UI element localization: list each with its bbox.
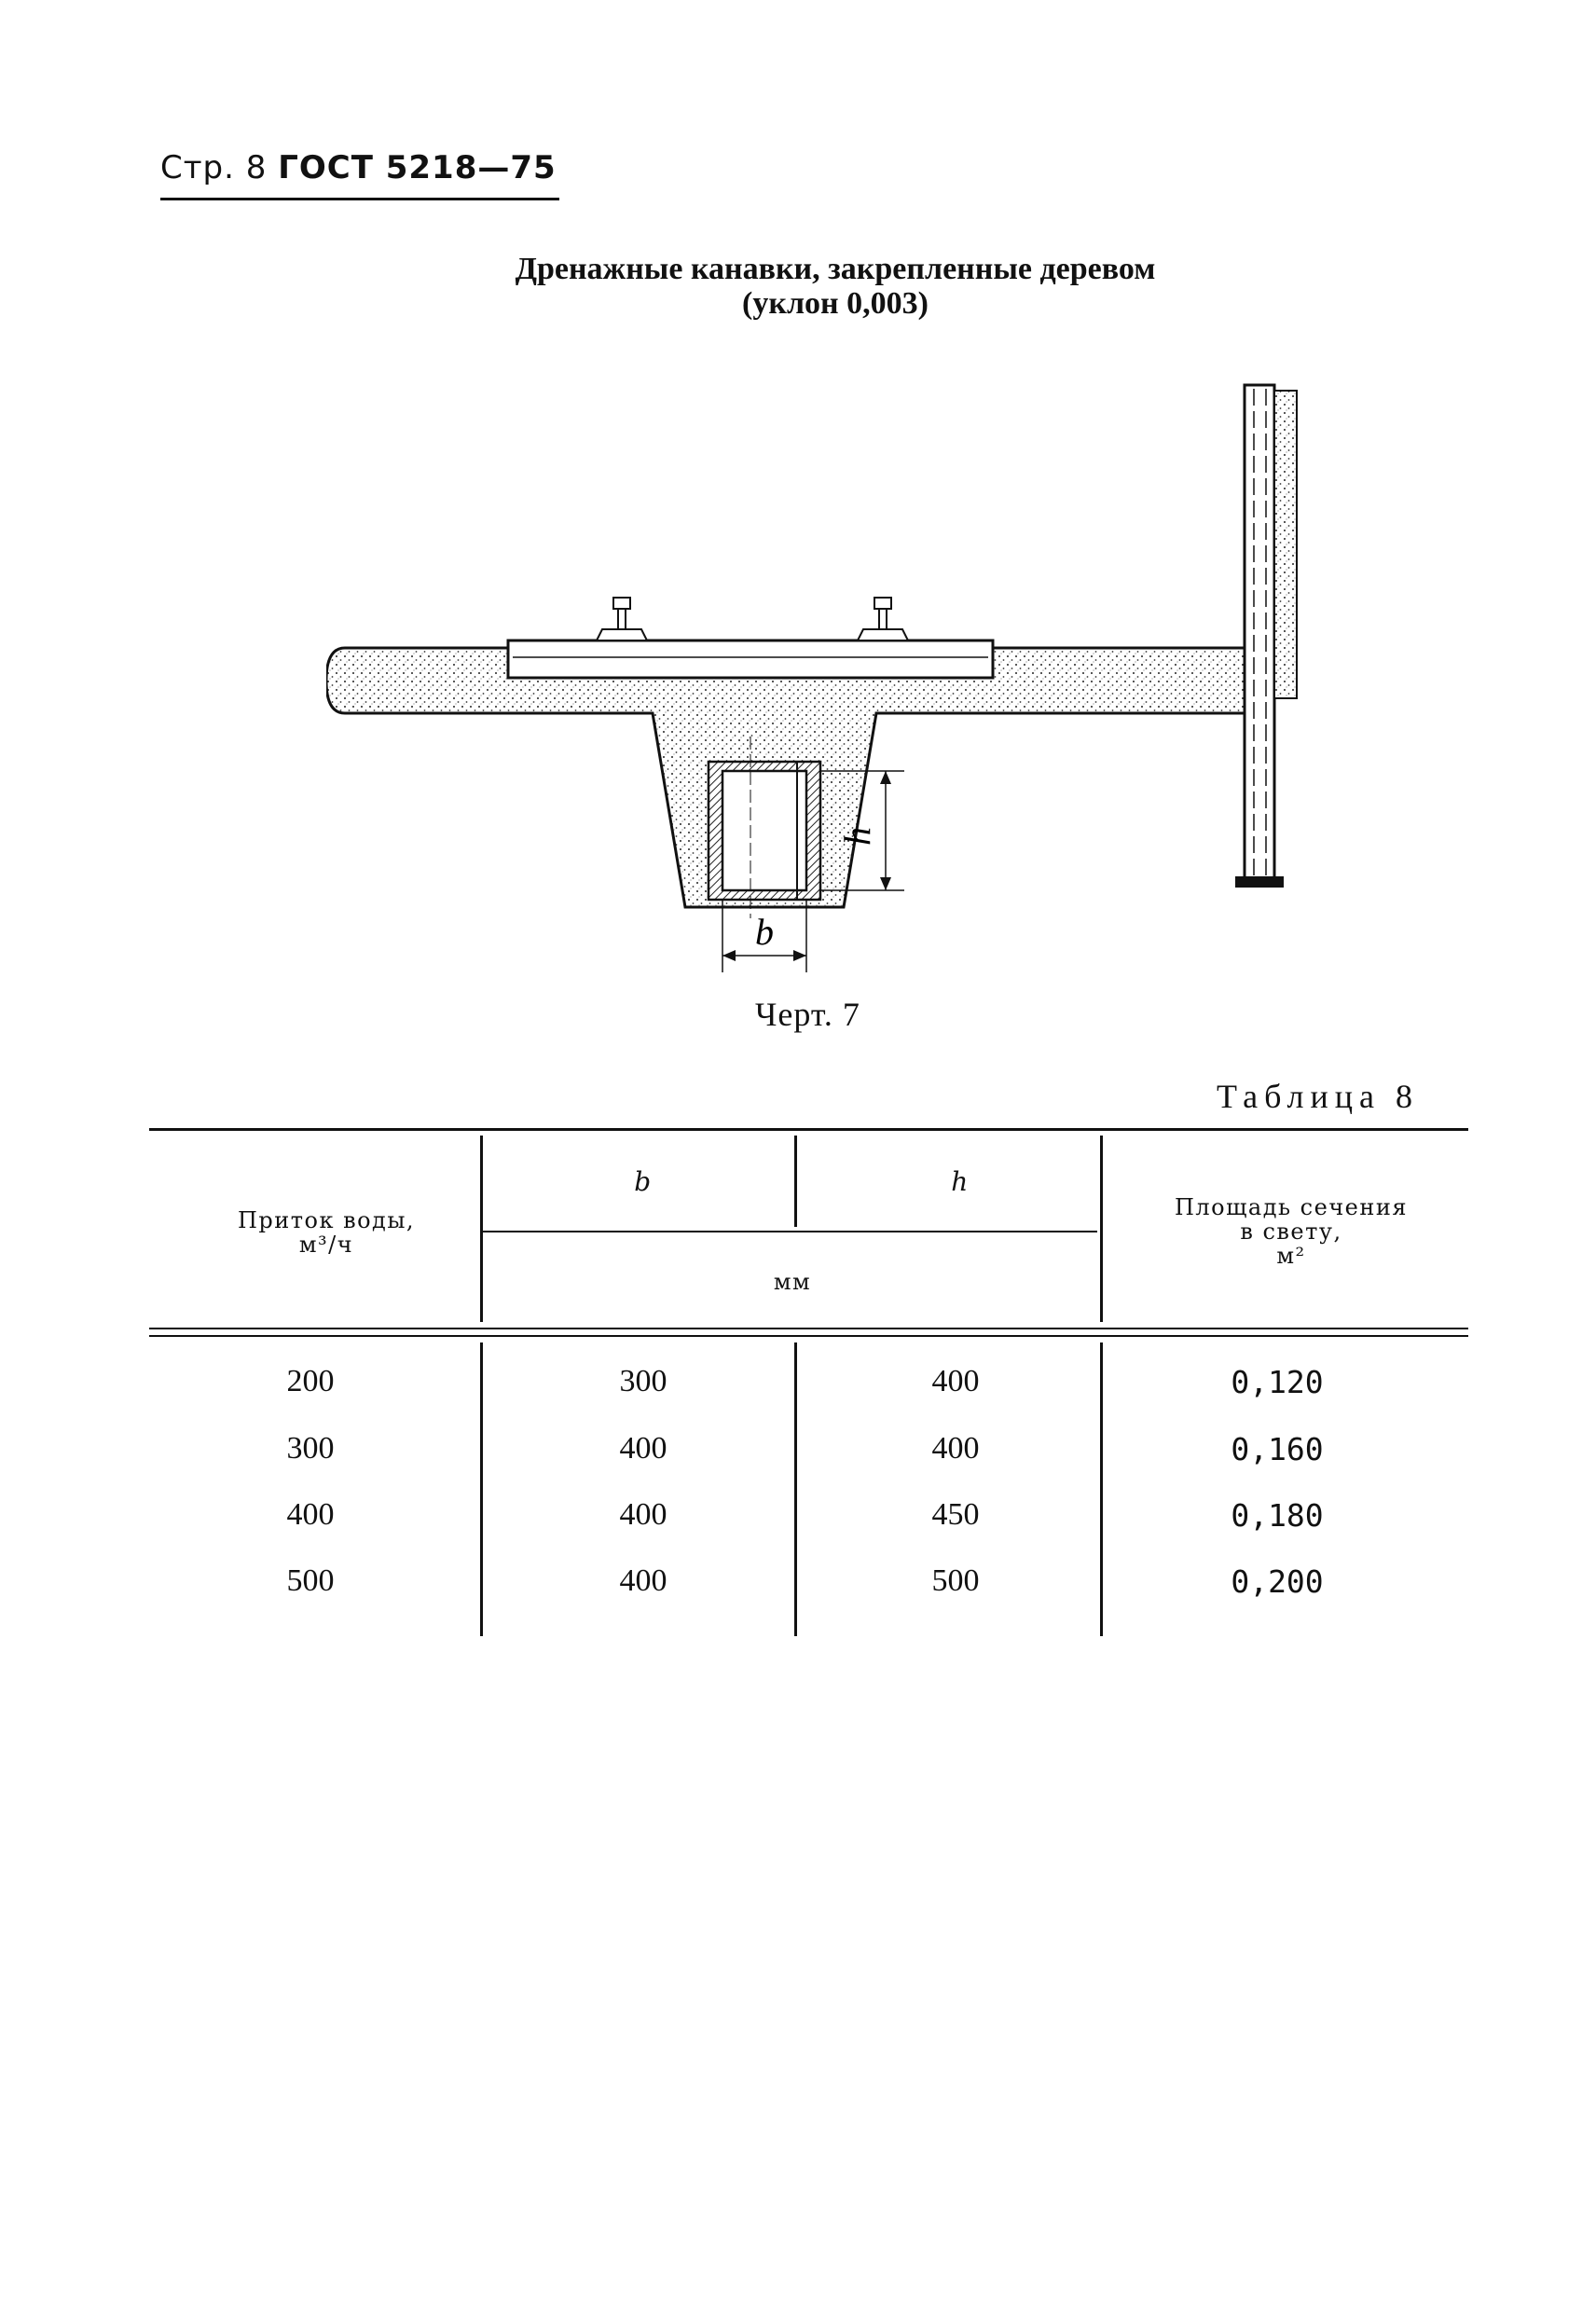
header-area <box>1114 1195 1468 1268</box>
table-cell-area: 0,120 <box>1231 1364 1324 1400</box>
table-cell-b: 300 <box>619 1364 667 1398</box>
wall-column <box>1245 385 1274 879</box>
table-label: Таблица 8 <box>1217 1078 1419 1115</box>
column-base <box>1235 876 1284 888</box>
body-divider-2 <box>794 1342 797 1636</box>
table-cell-h: 450 <box>931 1497 980 1532</box>
table-cell-area: 0,200 <box>1231 1563 1324 1600</box>
header-area-line2: в свету, <box>1240 1218 1342 1245</box>
rail-left <box>597 598 647 640</box>
page-header <box>160 149 557 186</box>
wall-lining <box>1274 391 1297 698</box>
page-reference: Стр. 8 <box>160 149 268 186</box>
col-divider-1 <box>480 1136 483 1322</box>
table-cell-inflow: 300 <box>286 1431 335 1466</box>
header-b: b <box>634 1166 653 1197</box>
figure-caption: Черт. 7 <box>755 996 860 1033</box>
table-cell-b: 400 <box>619 1563 667 1598</box>
body-divider-1 <box>480 1342 483 1636</box>
header-rule <box>160 198 559 200</box>
table-cell-area: 0,160 <box>1231 1431 1324 1467</box>
header-inflow-unit: м³/ч <box>298 1232 354 1258</box>
header-inflow <box>186 1208 466 1257</box>
header-bottom-rule <box>149 1328 1468 1329</box>
table-cell-h: 500 <box>931 1563 980 1598</box>
table-cell-inflow: 500 <box>286 1563 335 1598</box>
body-divider-3 <box>1100 1342 1103 1636</box>
header-bottom-rule-2 <box>149 1335 1468 1337</box>
sleeper <box>508 640 993 678</box>
header-h: h <box>951 1166 970 1197</box>
table-cell-inflow: 400 <box>286 1497 335 1532</box>
rail-right <box>858 598 908 640</box>
table-cell-h: 400 <box>931 1364 980 1398</box>
figure-title: Дренажные канавки, закрепленные деревом <box>515 252 1156 286</box>
figure-subtitle: (уклон 0,003) <box>742 286 929 321</box>
col-divider-2 <box>794 1136 797 1227</box>
table-cell-h: 400 <box>931 1431 980 1466</box>
drainage-drawing <box>326 378 1380 993</box>
table-cell-area: 0,180 <box>1231 1497 1324 1534</box>
header-mm: мм <box>773 1269 812 1295</box>
table-cell-b: 400 <box>619 1497 667 1532</box>
dimension-b-label: b <box>755 911 774 953</box>
dimension-h-label: h <box>836 827 878 846</box>
col-divider-3 <box>1100 1136 1103 1322</box>
subheader-rule <box>482 1231 1097 1232</box>
table-top-rule <box>149 1128 1468 1131</box>
header-area-unit: м² <box>1276 1243 1306 1269</box>
table-cell-b: 400 <box>619 1431 667 1466</box>
standard-number: ГОСТ 5218—75 <box>278 149 557 186</box>
header-inflow-label: Приток воды, <box>237 1207 416 1233</box>
channel-opening <box>722 771 806 890</box>
header-area-line1: Площадь сечения <box>1174 1194 1409 1220</box>
table-cell-inflow: 200 <box>286 1364 335 1398</box>
